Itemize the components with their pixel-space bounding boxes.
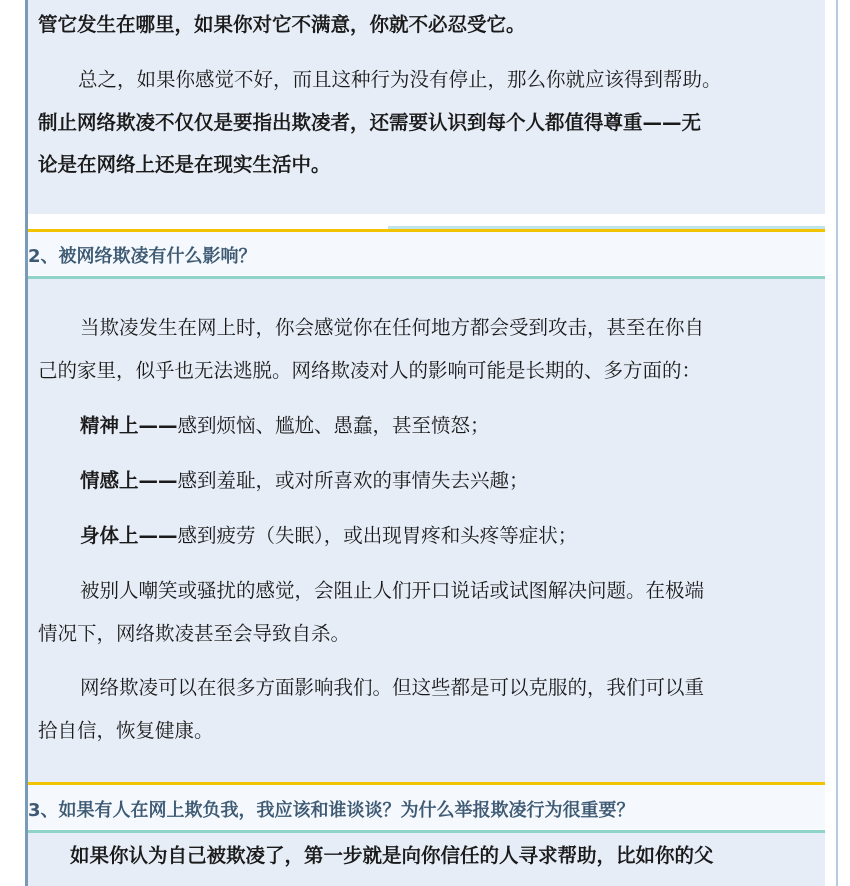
effect-item-emotional: [80, 459, 529, 503]
section2-para-a-line-2: 情况下，网络欺凌甚至会导致自杀。: [38, 622, 351, 645]
section1-bold-line-2: 论是在网络上还是在现实生活中。: [38, 153, 331, 176]
right-border-rule: [836, 0, 838, 886]
section3-heading: 3、如果有人在网上欺负我，我应该和谁谈谈？为什么举报欺凌行为很重要？: [28, 800, 635, 821]
effect-text: 感到疲劳（失眠），或出现胃疼和头疼等症状；: [177, 524, 578, 547]
section2-para-b-line-2: 拾自信，恢复健康。: [38, 719, 214, 742]
effect-label: 精神上——: [80, 414, 178, 437]
section2-intro-line-2: 己的家里，似乎也无法逃脱。网络欺凌对人的影响可能是长期的、多方面的：: [38, 359, 702, 382]
section2-para-a-line-1: 被别人嘲笑或骚扰的感觉，会阻止人们开口说话或试图解决问题。在极端: [80, 579, 705, 602]
section1-bold-line-1: 制止网络欺凌不仅仅是要指出欺凌者，还需要认识到每个人都值得尊重——无: [38, 111, 702, 134]
effect-item-mental: [80, 404, 490, 448]
effect-text: 感到羞耻，或对所喜欢的事情失去兴趣；: [177, 469, 529, 492]
effect-item-physical: [80, 514, 577, 558]
section1-paragraph: 总之，如果你感觉不好，而且这种行为没有停止，那么你就应该得到帮助。: [78, 68, 722, 91]
section1-line-top: 管它发生在哪里，如果你对它不满意，你就不必忍受它。: [38, 13, 526, 36]
section2-intro-line-1: 当欺凌发生在网上时，你会感觉你在任何地方都会受到攻击，甚至在你自: [80, 316, 705, 339]
section2-heading: 2、被网络欺凌有什么影响？: [28, 246, 257, 267]
effect-text: 感到烦恼、尴尬、愚蠢，甚至愤怒；: [177, 414, 490, 437]
effect-label: 身体上——: [80, 524, 178, 547]
effect-label: 情感上——: [80, 469, 178, 492]
section3-para-line-1: 如果你认为自己被欺凌了，第一步就是向你信任的人寻求帮助，比如你的父: [70, 844, 714, 867]
section2-para-b-line-1: 网络欺凌可以在很多方面影响我们。但这些都是可以克服的，我们可以重: [80, 676, 705, 699]
